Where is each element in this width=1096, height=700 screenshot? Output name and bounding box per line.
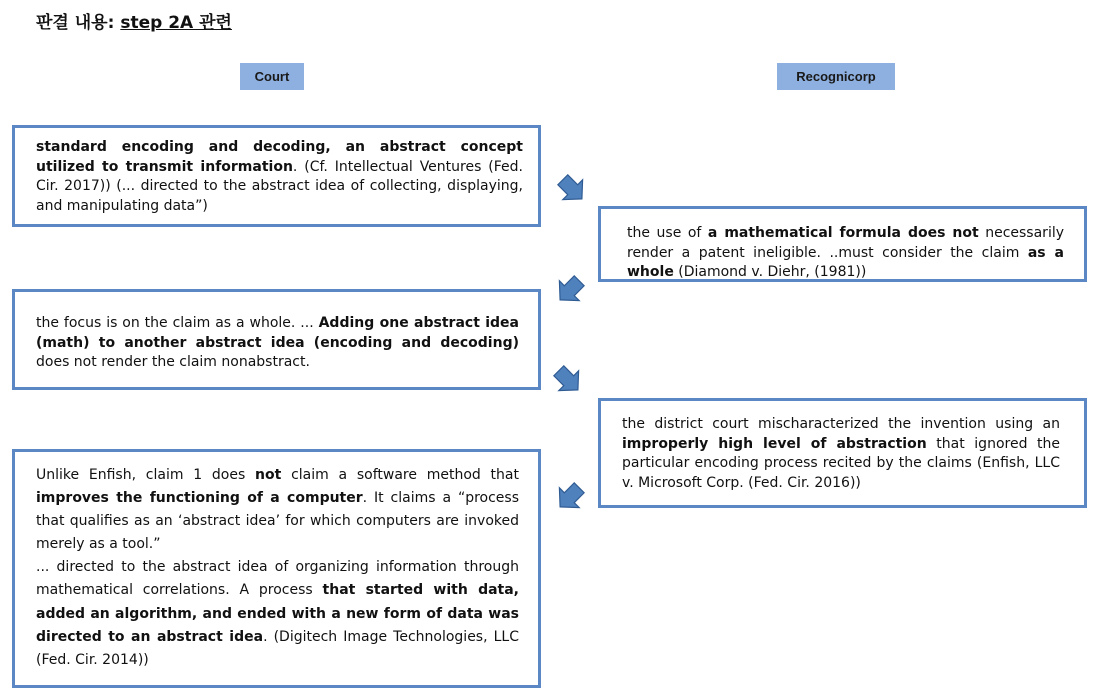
box-paragraph xyxy=(36,138,523,216)
emphasized-text: improves the functioning of a computer xyxy=(36,490,363,507)
recognicorp-box-2 xyxy=(598,398,1087,508)
page-title xyxy=(36,8,232,33)
emphasized-text: as a whole xyxy=(627,244,1065,280)
body-text: the focus is on the claim as a whole. ... xyxy=(36,315,319,331)
emphasized-text: a mathematical formula does not xyxy=(707,225,979,241)
body-text: claim a software method that xyxy=(281,467,519,483)
box-paragraph xyxy=(627,224,1064,283)
body-text: that ignored the particular encoding process recited by the claims (Enfish, LLC v. Microsoft Corp. (Fed. Cir. 2016)) xyxy=(622,435,1061,491)
body-text: does not render the claim nonabstract. xyxy=(36,354,310,370)
box-paragraph xyxy=(36,556,519,671)
emphasized-text: standard encoding and decoding, an abstract concept utilized to transmit information xyxy=(36,139,523,175)
body-text: the district court mischaracterized the invention using an xyxy=(622,416,1060,432)
court-box-2 xyxy=(12,289,541,390)
body-text: (Diamond v. Diehr, (1981)) xyxy=(673,264,867,280)
court-column-header: Court xyxy=(240,63,304,90)
title-topic: step 2A 관련 xyxy=(120,13,232,33)
recognicorp-column-header: Recognicorp xyxy=(777,63,895,90)
body-text: necessarily render a patent ineligible. ..must consider the claim xyxy=(627,225,1065,261)
body-text: ... directed to the abstract idea of organizing information through mathematical correlations. A process xyxy=(36,559,519,599)
body-text: . It claims a “process that qualifies as an ‘abstract idea’ for which computers are invoked merely as a tool.” xyxy=(36,490,519,553)
body-text: Unlike Enfish, claim 1 does xyxy=(36,467,256,483)
emphasized-text: not xyxy=(255,467,282,483)
block-arrow-icon xyxy=(555,172,589,206)
body-text: the use of xyxy=(627,225,708,241)
court-box-3 xyxy=(12,449,541,688)
block-arrow-icon xyxy=(553,273,587,307)
block-arrow-icon xyxy=(551,363,585,397)
body-text: . (Digitech Image Technologies, LLC (Fed. Cir. 2014)) xyxy=(36,628,519,668)
body-text: . (Cf. Intellectual Ventures (Fed. Cir. 2017)) (... directed to the abstract idea of collecting, displaying, and manipulating data”) xyxy=(36,158,523,214)
court-box-1 xyxy=(12,125,541,227)
recognicorp-box-1 xyxy=(598,206,1087,282)
box-paragraph xyxy=(36,314,519,373)
title-label: 판결 내용: xyxy=(36,13,121,33)
emphasized-text: improperly high level of abstraction xyxy=(622,435,927,452)
block-arrow-icon xyxy=(553,480,587,514)
box-paragraph xyxy=(622,415,1060,493)
box-paragraph xyxy=(36,464,519,556)
emphasized-text: that started with data, added an algorithm, and ended with a new form of data was directed to an abstract idea xyxy=(36,582,520,645)
emphasized-text: Adding one abstract idea (math) to another abstract idea (encoding and decoding) xyxy=(36,315,520,351)
